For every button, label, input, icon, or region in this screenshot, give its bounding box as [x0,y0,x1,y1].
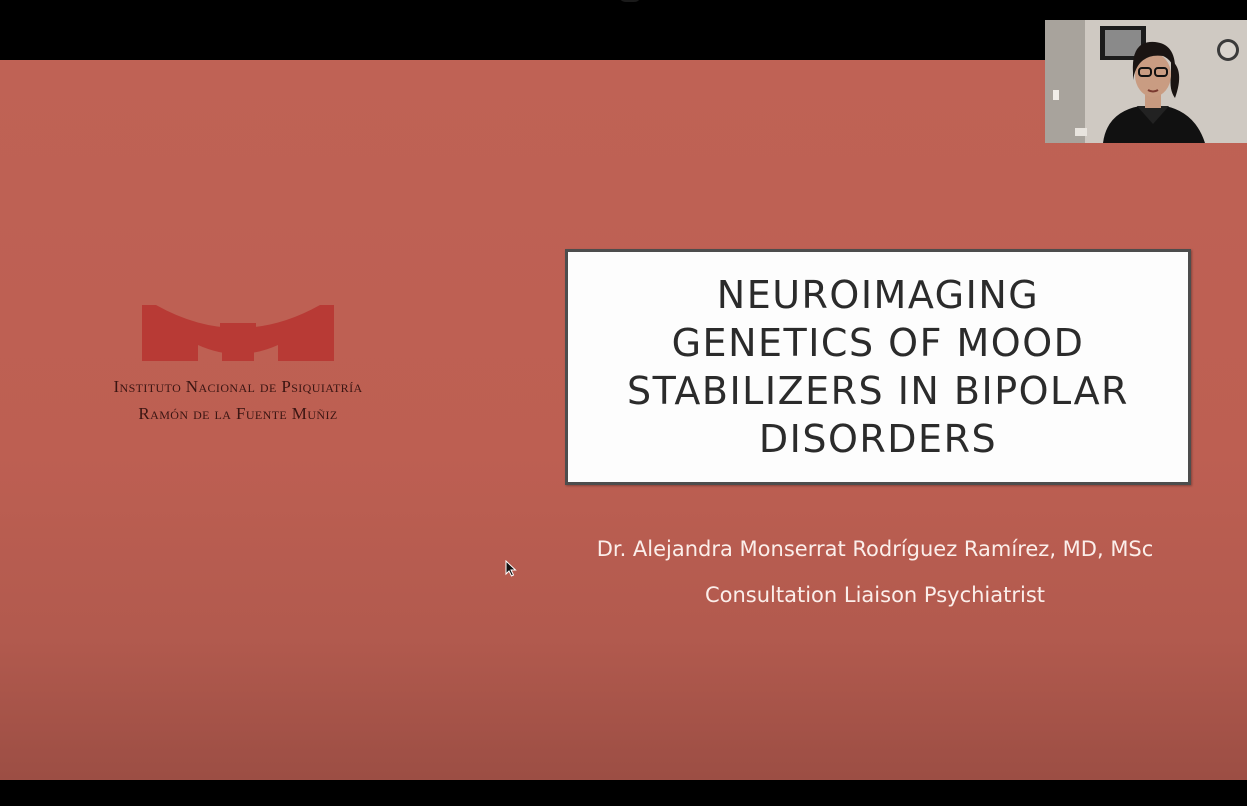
title-line-4: DISORDERS [758,417,998,461]
camera-notch [618,0,642,2]
webcam-video-feed [1045,20,1247,143]
presenter-role: Consultation Liaison Psychiatrist [704,583,1046,607]
logo-text-line-1: Instituto Nacional de Psiquiatría [113,377,363,396]
title-line-1: NEUROIMAGING [716,273,1040,317]
institute-logo [86,305,390,427]
logo-text-line-2: Ramón de la Fuente Muñiz [138,404,338,423]
title-line-3: STABILIZERS IN BIPOLAR [627,369,1129,413]
slide-title [578,271,1178,463]
mouse-pointer-icon [505,560,517,581]
title-line-2: GENETICS OF MOOD [671,321,1085,365]
bottom-black-bar [0,780,1247,806]
presenter-name: Dr. Alejandra Monserrat Rodríguez Ramírez, MD, MSc [596,537,1154,561]
webcam-scene-icon [1045,20,1247,143]
institute-logo-mark-icon [142,305,334,361]
title-box [565,249,1191,485]
